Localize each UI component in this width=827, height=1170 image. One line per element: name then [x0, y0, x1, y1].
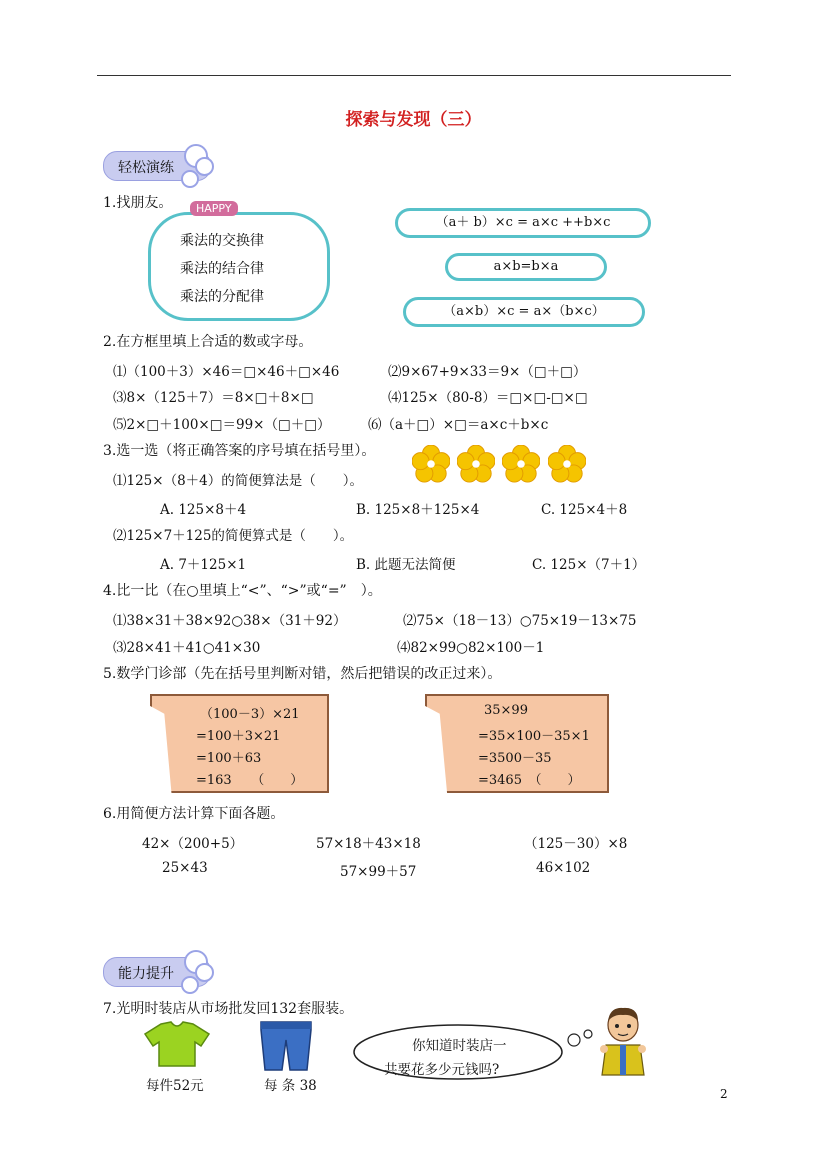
- q4-heading: 4.比一比（在○里填上“<”、“>”或“=” ）。: [103, 583, 382, 599]
- law-distributive[interactable]: 乘法的分配律: [180, 289, 264, 305]
- q2-item[interactable]: ⑷125×（80-8）＝□×□-□×□: [388, 390, 588, 406]
- formula-card-associative[interactable]: （a×b）×c = a×（b×c）: [403, 297, 645, 327]
- flower-icon: [548, 445, 586, 483]
- clinic-left-line: =100＋3×21: [196, 729, 281, 744]
- q4-item[interactable]: ⑴38×31＋38×92○38×（31＋92）: [113, 613, 347, 629]
- shirt-icon: [143, 1020, 211, 1068]
- q3-sub2: ⑵125×7＋125的简便算式是（ ）。: [113, 528, 354, 544]
- speech-line: 共要花多少元钱吗?: [384, 1062, 500, 1078]
- flower-icon: [412, 445, 450, 483]
- speech-line: 你知道时装店一: [412, 1038, 507, 1054]
- q3-option-c[interactable]: C. 125×4＋8: [541, 502, 628, 518]
- q2-item[interactable]: ⑴（100＋3）×46＝□×46＋□×46: [113, 364, 340, 380]
- formula-card-distributive[interactable]: （a＋ b）×c = a×c ++b×c: [395, 208, 651, 238]
- page-title: 探索与发现（三）: [345, 110, 482, 130]
- q3-heading: 3.选一选（将正确答案的序号填在括号里）。: [103, 443, 376, 459]
- decor-bubble: [195, 963, 214, 982]
- clinic-right-line: =35×100－35×1: [478, 729, 590, 744]
- q2-item[interactable]: ⑹（a＋□）×□＝a×c＋b×c: [368, 417, 549, 433]
- q2-heading: 2.在方框里填上合适的数或字母。: [103, 334, 313, 350]
- clinic-left-line: （100－3）×21: [200, 707, 300, 722]
- q3-option-b[interactable]: B. 此题无法简便: [356, 557, 456, 573]
- flower-icon: [502, 445, 540, 483]
- q6-item: 25×43: [162, 860, 208, 876]
- q6-item: 46×102: [536, 860, 591, 876]
- trousers-price: 每 条 38: [264, 1078, 317, 1094]
- clinic-right-line: 35×99: [484, 703, 528, 718]
- q3-option-a[interactable]: A. 125×8＋4: [160, 502, 247, 518]
- decor-bubble: [181, 976, 199, 994]
- page-number: 2: [720, 1087, 728, 1101]
- q2-item[interactable]: ⑸2×□＋100×□＝99×（□＋□）: [113, 417, 331, 433]
- q2-item[interactable]: ⑵9×67+9×33＝9×（□＋□）: [388, 364, 587, 380]
- clinic-left-line: =100＋63: [196, 751, 262, 766]
- q3-option-b[interactable]: B. 125×8＋125×4: [356, 502, 480, 518]
- decor-bubble: [181, 170, 199, 188]
- q6-item: （125－30）×8: [524, 836, 628, 852]
- q6-heading: 6.用简便方法计算下面各题。: [103, 806, 285, 822]
- q3-option-a[interactable]: A. 7＋125×1: [160, 557, 247, 573]
- q1-heading: 1.找朋友。: [103, 195, 173, 211]
- shirt-price: 每件52元: [146, 1078, 204, 1094]
- q3-option-c[interactable]: C. 125×（7＋1）: [532, 557, 646, 573]
- section-label: 能力提升: [118, 966, 174, 982]
- q4-item[interactable]: ⑷82×99○82×100－1: [397, 640, 545, 656]
- q4-item[interactable]: ⑵75×（18－13）○75×19－13×75: [403, 613, 637, 629]
- q6-item: 57×99＋57: [340, 864, 417, 880]
- section-label: 轻松演练: [118, 160, 174, 176]
- clinic-right-line: =3500－35: [478, 751, 552, 766]
- law-commutative[interactable]: 乘法的交换律: [180, 233, 264, 249]
- q6-item: 57×18＋43×18: [316, 836, 421, 852]
- law-associative[interactable]: 乘法的结合律: [180, 261, 264, 277]
- boy-icon: [598, 1005, 648, 1077]
- q6-item: 42×（200+5）: [142, 836, 244, 852]
- decor-bubble: [195, 157, 214, 176]
- trousers-icon: [257, 1020, 315, 1072]
- clinic-left-line[interactable]: =163 （ ）: [196, 773, 304, 788]
- header-rule: [97, 75, 731, 76]
- q3-sub1: ⑴125×（8＋4）的简便算法是（ ）。: [113, 473, 364, 489]
- q2-item[interactable]: ⑶8×（125＋7）＝8×□＋8×□: [113, 390, 314, 406]
- clinic-right-line[interactable]: =3465 （ ）: [478, 773, 581, 788]
- happy-banner: HAPPY: [190, 201, 238, 216]
- q4-item[interactable]: ⑶28×41＋41○41×30: [113, 640, 261, 656]
- q7-heading: 7.光明时装店从市场批发回132套服装。: [103, 1001, 354, 1017]
- formula-card-commutative[interactable]: a×b=b×a: [445, 253, 607, 281]
- flower-icon: [457, 445, 495, 483]
- q5-heading: 5.数学门诊部（先在括号里判断对错，然后把错误的改正过来）。: [103, 666, 502, 682]
